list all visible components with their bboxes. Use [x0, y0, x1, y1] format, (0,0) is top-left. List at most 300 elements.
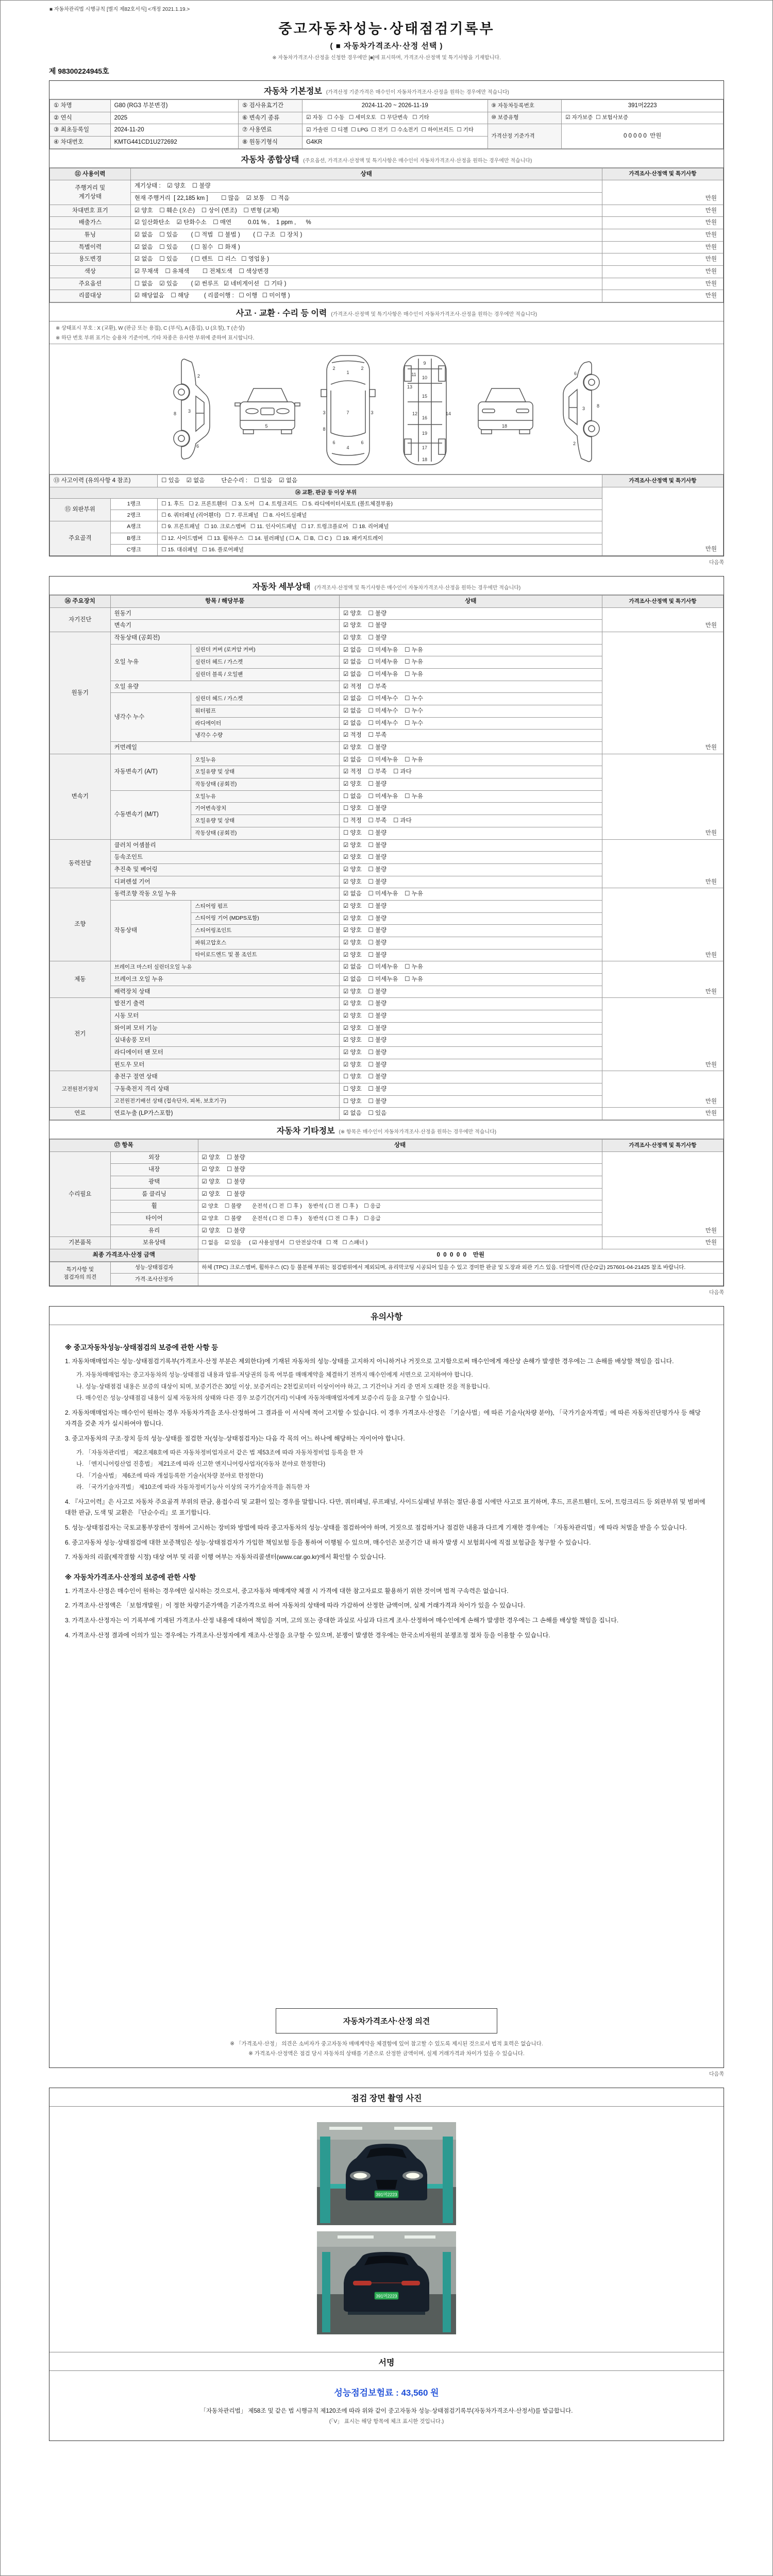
table-cell: KMTG441CD1U272692: [110, 137, 238, 149]
notice-line: ※ 중고자동차성능·상태점검의 보증에 관한 사항 등: [65, 1343, 219, 1351]
notice-line: 나. 성능·상태점검 내용은 보증의 대상이 되며, 보증기간은 30일 이상, 보증거리는 2천킬로미터 이상이어야 하고, 그 기간이나 거리 중 먼저 도래한 것을 적용합니다.: [76, 1383, 490, 1390]
table-cell: ☑ 가솔린 ☐ 디젤 ☐ LPG ☐ 전기 ☐ 수소전기 ☐ 하이브리드 ☐ 기타: [303, 124, 488, 137]
table-cell: 2024-11-20 ~ 2026-11-19: [303, 100, 488, 112]
notice-line: ※ 자동차가격조사·산정의 보증에 관한 사항: [65, 1573, 196, 1581]
table-row: [50, 1237, 724, 1249]
table-cell: 유리: [110, 1225, 198, 1237]
table-cell: ⑤ 검사유효기간: [238, 100, 302, 112]
table-cell: 구동축전지 격리 상태: [110, 1083, 339, 1095]
table-cell: 계기상태 : ☑ 양호 ☐ 불량: [130, 180, 602, 193]
svg-text:14: 14: [445, 411, 451, 417]
notice-line: 라. 「국가기술자격법」 제10조에 따라 자동차정비기능사 이상의 국가기술자격을 취득한 자: [76, 1484, 310, 1491]
table-cell: 오일유량 및 상태: [191, 815, 340, 827]
svg-text:8: 8: [323, 427, 326, 432]
table-cell: C랭크: [110, 544, 157, 555]
section-title-text: 점검 장면 촬영 사진: [351, 2094, 422, 2103]
table-cell: 윈도우 모터: [110, 1059, 339, 1071]
table-cell: G80 (RG3 부분변경): [110, 100, 238, 112]
table-cell: 타이어: [110, 1212, 198, 1225]
table-cell: ⑰ 항목: [50, 1139, 198, 1151]
table-cell: ⑮ 외판부위: [50, 498, 111, 521]
table-cell: ☑ 양호 ☐ 불량 운전석 ( ☐ 전 ☐ 후 ) 동반석 ( ☐ 전 ☐ 후 ) ☐ 응급: [198, 1200, 602, 1213]
table-row: [50, 888, 724, 901]
svg-text:6: 6: [332, 440, 335, 446]
part-number-labels: 5: [265, 423, 268, 429]
section-title-sign: [49, 2352, 724, 2371]
svg-text:6: 6: [361, 440, 364, 446]
table-cell: 워터펌프: [191, 705, 340, 718]
section-title-basic-info: [49, 81, 724, 99]
notice-line: 가. 「자동차관리법」 제2조제8호에 따른 자동차정비업자로서 같은 법 제53조에 따라 자동차정비업 등록을 한 자: [76, 1449, 363, 1456]
table-cell: ☐ 6. 쿼터패널 (리어휀더) ☐ 7. 루프패널 ☐ 8. 사이드실패널: [158, 510, 602, 521]
table-cell: 상태: [339, 596, 602, 608]
table-cell: 작동상태: [110, 900, 191, 961]
table-cell: 냉각수 수량: [191, 730, 340, 742]
car-diagram-underbody-view: [395, 352, 455, 468]
block-vehicle-info: [49, 80, 724, 556]
part-number-labels: [323, 366, 373, 450]
table-cell: 만원: [602, 217, 723, 229]
next-page-label: 다음쪽: [709, 560, 724, 566]
svg-text:2: 2: [332, 366, 335, 371]
table-cell: 항목 / 해당부품: [110, 596, 339, 608]
table-cell: 오일 누유: [110, 644, 191, 681]
svg-text:8: 8: [174, 411, 177, 416]
block-detail-state: [49, 576, 724, 1286]
table-cell: ④ 차대번호: [50, 137, 111, 149]
table-cell: 연료누출 (LP가스포함): [110, 1108, 339, 1120]
table-cell: 시동 모터: [110, 1010, 339, 1022]
svg-text:17: 17: [422, 445, 428, 451]
table-cell: 동력조향 작동 오일 누유: [110, 888, 339, 901]
section-title-etc-info: [49, 1120, 724, 1139]
table-cell: 자동변속기 (A/T): [110, 754, 191, 790]
table-cell: 1랭크: [110, 498, 157, 510]
table-row: [50, 1071, 724, 1083]
table-cell: 주요옵션: [50, 278, 131, 290]
table-row: [50, 998, 724, 1010]
table-row: [50, 1151, 724, 1164]
table-cell: 고전원전기장치: [50, 1071, 111, 1108]
svg-text:6: 6: [574, 370, 577, 376]
table-row: [50, 253, 724, 266]
svg-text:11: 11: [411, 372, 416, 378]
section-title-detail-state: [49, 577, 724, 595]
table-row: [50, 1273, 724, 1285]
table-cell: 등속조인트: [110, 852, 339, 864]
car-diagram-side-left: [167, 355, 216, 466]
table-cell: 라디에이터: [191, 717, 340, 730]
table-cell: ☑ 없음 ☐ 미세누유 ☐ 누유: [339, 973, 602, 986]
svg-text:3: 3: [371, 410, 374, 416]
notice-line: 3. 가격조사·산정자는 이 기록부에 기재된 가격조사·산정 내용에 대하여 책임을 지며, 고의 또는 중대한 과실로 사실과 다르게 조사·산정하여 매수인에게 손해가 발생한 경우에는 그 손해를 배상할 책임을 집니다.: [65, 1616, 619, 1624]
table-cell: 파워고압호스: [191, 937, 340, 949]
table-row: [50, 1249, 724, 1262]
table-cell: ⑨ 자동차등록번호: [488, 100, 562, 112]
table-cell: 기어변속장치: [191, 803, 340, 815]
table-cell: ☑ 해당없음 ☐ 해당 ( 리콜이행 : ☐ 이행 ☐ 미이행 ): [130, 290, 602, 302]
table-cell: 만원: [602, 253, 723, 266]
table-cell: ☑ 없음 ☐ 미세누유 ☐ 누유: [339, 644, 602, 656]
car-diagram-side-right: [557, 355, 606, 466]
car-diagram-top-view: [318, 352, 378, 468]
table-row: [50, 266, 724, 278]
table-row: [50, 112, 724, 124]
table-cell: 실린더 블록 / 오일팬: [191, 669, 340, 681]
table-cell: 제동: [50, 961, 111, 998]
table-cell: ① 차명: [50, 100, 111, 112]
table-cell: 만원: [602, 1237, 723, 1249]
table-cell: ☐ 양호 ☐ 불량: [339, 1071, 602, 1083]
notice-line: 2. 가격조사·산정액은 「보험개발원」이 정한 차량기준가액을 기준가격으로 하여 자동차의 상태에 따라 가감하여 산정한 금액이며, 실제 거래가격과 차이가 있을 수 있습니다.: [65, 1602, 525, 1609]
table-row: [50, 229, 724, 242]
table-cell: 냉각수 누수: [110, 693, 191, 742]
form-reference: ■ 자동차관리법 시행규칙 [별지 제82호서식] <개정 2021.1.19.>: [49, 7, 190, 12]
table-cell: 내장: [110, 1164, 198, 1176]
table-cell: 연료: [50, 1108, 111, 1120]
svg-text:16: 16: [422, 415, 428, 421]
table-cell: 특기사항 및 점검자의 의견: [50, 1262, 111, 1285]
table-row: [50, 596, 724, 608]
table-cell: ☑ 양호 ☐ 불량 운전석 ( ☐ 전 ☐ 후 ) 동반석 ( ☐ 전 ☐ 후 ) ☐ 응급: [198, 1212, 602, 1225]
table-cell: 오일누유: [191, 754, 340, 766]
table-cell: ☑ 양호 ☐ 불량: [339, 863, 602, 876]
notice-line: 1. 가격조사·산정은 매수인이 원하는 경우에만 실시하는 것으로서, 중고자동차 매매계약 체결 시 가격에 대한 참고자료로 활용하기 위한 것이며 법적 구속력은 없습니다.: [65, 1587, 509, 1595]
table-cell: ☑ 적정 ☐ 부족 ☐ 과다: [339, 766, 602, 778]
photo-rear-view: [317, 2231, 456, 2334]
table-cell: B랭크: [110, 533, 157, 544]
table-cell: ☑ 양호 ☐ 불량: [339, 632, 602, 645]
table-cell: 만원: [602, 180, 723, 205]
table-cell: ☑ 양호 ☐ 불량: [198, 1164, 602, 1176]
table-cell: 스티어링 기어 (MDPS포함): [191, 912, 340, 925]
notice-line: 다. 매수인은 성능·상태점검 내용이 실제 자동차의 상태와 다른 경우 보증기간(거리) 이내에 자동차매매업자에게 보증수리 등을 요구할 수 있습니다.: [76, 1395, 450, 1402]
table-row: [50, 1139, 724, 1151]
svg-text:10: 10: [422, 375, 428, 381]
notice-line: 7. 자동차의 리콜(제작결함 시정) 대상 여부 및 리콜 이행 여부는 자동차리콜센터(www.car.go.kr)에서 확인할 수 있습니다.: [65, 1553, 386, 1561]
table-cell: 디퍼렌셜 기어: [110, 876, 339, 888]
table-cell: ☑ 없음 ☐ 미세누유 ☐ 누유: [339, 669, 602, 681]
svg-text:15: 15: [422, 394, 428, 399]
table-cell: 보유상태: [110, 1237, 198, 1249]
table-row: [50, 168, 724, 180]
table-cell: ② 연식: [50, 112, 111, 124]
table-cell: 오일 유량: [110, 681, 339, 693]
inspection-insurance-fee: 성능점검보험료 : 43,560 원: [334, 2387, 439, 2398]
section-note: (가격산정 기준가격은 매수인이 자동차가격조사·산정을 원하는 경우에만 적습니다): [326, 90, 509, 95]
table-cell: 리콜대상: [50, 290, 131, 302]
table-cell: 와이퍼 모터 기능: [110, 1022, 339, 1035]
svg-text:7: 7: [346, 410, 349, 416]
notice-line: 나. 「엔지니어링산업 진흥법」 제21조에 따라 신고한 엔지니어링사업자(자동차 분야로 한정한다): [76, 1461, 326, 1468]
table-cell: 라디에이터 팬 모터: [110, 1046, 339, 1059]
table-cell: ☑ 양호 ☐ 불량: [198, 1151, 602, 1164]
table-cell: 만원: [602, 754, 723, 839]
table-cell: 만원: [602, 1108, 723, 1120]
table-cell: ☑ 없음 ☐ 미세누유 ☐ 누유: [339, 656, 602, 669]
table-cell: 수리필요: [50, 1151, 111, 1237]
table-cell: 0 0 0 0 0 만원: [198, 1249, 723, 1262]
table-cell: 차대번호 표기: [50, 205, 131, 217]
table-cell: ☑ 양호 ☐ 불량: [339, 876, 602, 888]
table-row: [50, 607, 724, 620]
table-cell: 원동기: [50, 632, 111, 754]
notice-line: 1. 자동차매매업자는 성능·상태점검기록부(가격조사·산정 부분은 제외한다)에 기재된 자동차의 성능·상태를 고지하지 아니하거나 거짓으로 고지함으로써 매수인에게 재산상 손해가 발생한 경우에는 그 손해를 배상할 책임을 집니다.: [65, 1357, 674, 1365]
svg-text:18: 18: [422, 457, 428, 463]
table-cell: ⑥ 변속기 종류: [238, 112, 302, 124]
table-cell: ⑬ 사고이력 (유의사항 4 참조): [50, 475, 158, 487]
table-cell: ☑ 자동 ☐ 수동 ☐ 세미오토 ☐ 무단변속 ☐ 기타: [303, 112, 488, 124]
table-cell: ☐ 없음 ☑ 있음 ( ☑ 사용설명서 ☐ 안전삼각대 ☐ 잭 ☐ 스패너 ): [198, 1237, 602, 1249]
legal-note: (「V」 표시는 해당 항목에 체크 표시한 것입니다.): [329, 2418, 444, 2425]
table-cell: 만원: [602, 1151, 723, 1237]
table-cell: 작동상태 (공회전): [110, 632, 339, 645]
overall-state-table: [49, 168, 724, 302]
table-cell: ☑ 없음 ☐ 있음 ( ☐ 적법 ☐ 불법 ) ( ☐ 구조 ☐ 장치 ): [130, 229, 602, 242]
table-cell: ☑ 없음 ☐ 미세누유 ☐ 누유: [339, 754, 602, 766]
svg-text:13: 13: [407, 384, 413, 390]
valuation-opinion-box: 자동차가격조사·산정 의견: [276, 2008, 497, 2033]
table-cell: 외장: [110, 1151, 198, 1164]
table-cell: 튜닝: [50, 229, 131, 242]
svg-text:3: 3: [323, 410, 326, 416]
table-cell: ☑ 양호 ☐ 불량: [339, 620, 602, 632]
section-note: (※ 항목은 매수인이 자동차가격조사·산정을 원하는 경우에만 적습니다): [339, 1129, 497, 1135]
table-row: [50, 754, 724, 766]
table-cell: 만원: [602, 961, 723, 998]
table-cell: ☑ 없음 ☐ 미세누유 ☐ 누유: [339, 961, 602, 974]
table-cell: ☐ 15. 대쉬패널 ☐ 16. 플로어패널: [158, 544, 602, 555]
table-cell: ☑ 적정 ☐ 부족: [339, 730, 602, 742]
table-cell: ☑ 없음 ☐ 미세누수 ☐ 누수: [339, 705, 602, 718]
table-cell: ☑ 양호 ☐ 불량: [339, 839, 602, 852]
table-cell: 주요골격: [50, 521, 111, 556]
section-note: (가격조사·산정액 및 특기사항은 매수인이 자동차가격조사·산정을 원하는 경우에만 적습니다): [314, 585, 521, 591]
table-cell: 브레이크 마스터 실린더오일 누유: [110, 961, 339, 974]
table-cell: 룸 클리닝: [110, 1188, 198, 1200]
inspection-photos: [49, 2107, 724, 2352]
svg-text:19: 19: [422, 431, 428, 436]
svg-text:3: 3: [188, 408, 191, 414]
table-cell: ☐ 적정 ☐ 부족 ☐ 과다: [339, 815, 602, 827]
table-cell: ⑧ 원동기형식: [238, 137, 302, 149]
table-cell: A랭크: [110, 521, 157, 533]
table-row: [50, 475, 724, 487]
svg-text:3: 3: [582, 405, 585, 411]
svg-text:4: 4: [346, 445, 349, 451]
table-cell: 가격조사·산정액 및 특기사항: [602, 475, 723, 487]
legal-statement: 「자동차관리법」 제58조 및 같은 법 시행규칙 제120조에 따라 위와 같이 중고자동차 성능·상태점검기록부(자동차가격조사·산정서)를 발급합니다.: [200, 2408, 573, 2414]
car-diagram-front-view: [234, 382, 301, 438]
table-cell: 2랭크: [110, 510, 157, 521]
table-cell: ☑ 양호 ☐ 불량: [339, 986, 602, 998]
table-cell: 원동기: [110, 607, 339, 620]
section-title-text: 자동차 세부상태: [252, 583, 311, 592]
accident-parts-table: [49, 474, 724, 556]
table-cell: 색상: [50, 266, 131, 278]
table-row: [50, 205, 724, 217]
table-cell: 실내송풍 모터: [110, 1035, 339, 1047]
rear-license-plate: 391머2223: [376, 2293, 397, 2299]
table-cell: ☑ 양호 ☐ 불량: [198, 1225, 602, 1237]
table-cell: 2025: [110, 112, 238, 124]
next-page-label: 다음쪽: [709, 1290, 724, 1296]
table-cell: ☑ 양호 ☐ 불량: [339, 1022, 602, 1035]
table-cell: 상태: [130, 168, 602, 180]
table-row: [50, 124, 724, 137]
svg-text:9: 9: [423, 361, 426, 366]
table-cell: [198, 1273, 723, 1285]
table-cell: ☑ 양호 ☐ 불량: [339, 912, 602, 925]
table-row: [50, 1108, 724, 1120]
table-cell: ☑ 양호 ☐ 불량: [339, 852, 602, 864]
table-cell: 기본품목: [50, 1237, 111, 1249]
table-cell: ☑ 일산화탄소 ☑ 탄화수소 ☐ 매연 0.01 % , 1 ppm , %: [130, 217, 602, 229]
table-cell: ③ 최초등록일: [50, 124, 111, 137]
section-title-photos: [49, 2088, 724, 2107]
section-title-text: 자동차 종합상태: [241, 155, 299, 164]
document-number: 제 98300224945호: [49, 67, 109, 75]
table-cell: 상태: [198, 1139, 602, 1151]
table-row: [50, 278, 724, 290]
table-cell: 작동상태 (공회전): [191, 827, 340, 839]
valuation-note-1: ※ 「가격조사·산정」 의견은 소비자가 중고자동차 매매계약을 체결함에 있어 참고할 수 있도록 제시된 것으로서 법적 효력은 없습니다.: [230, 2040, 543, 2047]
accident-legend-note: ※ 하단 번호 부위 표기는 승용차 기준이며, 기타 차종은 유사한 부위에 준하여 표시합니다.: [49, 331, 724, 344]
table-cell: 조향: [50, 888, 111, 961]
table-cell: 용도변경: [50, 253, 131, 266]
table-cell: ☐ 9. 프론트패널 ☐ 10. 크로스멤버 ☐ 11. 인사이드패널 ☐ 17. 트렁크플로어 ☐ 18. 리어패널: [158, 521, 602, 533]
table-cell: 만원: [602, 241, 723, 253]
table-cell: ☑ 양호 ☐ 불량: [339, 925, 602, 937]
table-cell: 실린더 헤드 / 가스켓: [191, 656, 340, 669]
notice-line: 4. 『사고이력』은 사고로 자동차 주요골격 부위의 판금, 용접수리 및 교환이 있는 경우를 말합니다. 다만, 쿼터패널, 루프패널, 사이드실패널 부위는 절단·용접 시에만 사고로 표기하며, 후드, 프론트휀더, 도어, 트렁크리드 등 외판부위 및 범퍼에 대한 판금, 도색 및 교환은 『단순수리』로 표기합니다.: [65, 1498, 705, 1517]
table-cell: 가격조사·산정액 및 특기사항: [602, 168, 723, 180]
table-cell: 동력전달: [50, 839, 111, 888]
table-cell: ☑ 양호 ☐ 불량: [339, 1035, 602, 1047]
table-cell: 클러치 어셈블리: [110, 839, 339, 852]
block-photos-sign: [49, 2088, 724, 2441]
table-cell: 성능·상태점검자: [110, 1262, 198, 1273]
svg-text:1: 1: [346, 370, 349, 376]
notice-line: 2. 자동차매매업자는 매수인이 원하는 경우 자동차가격을 조사·산정하여 그 결과를 이 서식에 적어 고지할 수 있습니다. 이 경우 가격조사·산정은 「기술사법」에 따른 기술사(차량 분야), 「국가기술자격법」에 따른 자동차진단평가사 등 해당 자격을 갖춘 자가 실시하여야 합니다.: [65, 1409, 701, 1428]
table-cell: 2024-11-20: [110, 124, 238, 137]
table-cell: 타이로드엔드 및 볼 조인트: [191, 949, 340, 961]
table-cell: ☑ 없음 ☐ 미세누수 ☐ 누수: [339, 693, 602, 705]
front-license-plate: 391머2223: [376, 2192, 397, 2197]
table-row: [50, 961, 724, 974]
table-cell: ☑ 양호 ☐ 훼손 (오손) ☐ 상이 (변조) ☐ 변형 (교체): [130, 205, 602, 217]
table-cell: 가격조사·산정액 및 특기사항: [602, 596, 723, 608]
table-cell: 만원: [602, 839, 723, 888]
table-cell: 배출가스: [50, 217, 131, 229]
table-cell: 추진축 및 베어링: [110, 863, 339, 876]
table-cell: ☑ 양호 ☐ 불량: [339, 778, 602, 791]
notice-line: 5. 성능·상태점검자는 국토교통부장관이 정하여 고시하는 장비와 방법에 따라 중고자동차의 성능·상태를 점검하여야 하며, 거짓으로 점검하거나 점검한 내용과 다르게 기재한 경우에는 「자동차관리법」에 따라 처벌을 받을 수 있습니다.: [65, 1523, 687, 1531]
table-cell: 현재 주행거리 [ 22,185 km ] ☐ 많음 ☑ 보통 ☐ 적음: [130, 193, 602, 205]
section-title-text: 자동차 기타정보: [276, 1126, 335, 1136]
table-cell: 0 0 0 0 0 만원: [562, 124, 724, 148]
section-note: (주요옵션, 가격조사·산정액 및 특기사항은 매수인이 자동차가격조사·산정을 원하는 경우에만 적습니다): [303, 158, 532, 164]
section-title-text: 사고 · 교환 · 수리 등 이력: [236, 309, 327, 318]
table-cell: ☐ 양호 ☐ 불량: [339, 1095, 602, 1108]
section-title-text: 유의사항: [371, 1312, 402, 1321]
basic-info-table: [49, 99, 724, 149]
table-cell: ☐ 12. 사이드멤버 ☐ 13. 휠하우스 ☐ 14. 필러패널 ( ☐ A, ☐ B, ☐ C ) ☐ 19. 패키지트레이: [158, 533, 602, 544]
table-cell: 커먼레일: [110, 742, 339, 754]
table-row: [50, 632, 724, 645]
document-header: [49, 18, 724, 76]
table-cell: 발전기 출력: [110, 998, 339, 1010]
table-cell: ☐ 없음 ☑ 있음 ( ☑ 썬루프 ☑ 네비게이션 ☐ 기타 ): [130, 278, 602, 290]
table-cell: 만원: [602, 607, 723, 632]
table-cell: ☑ 무채색 ☐ 유채색 ☐ 전체도색 ☐ 색상변경: [130, 266, 602, 278]
table-row: [50, 290, 724, 302]
table-cell: ☐ 있음 ☑ 없음 단순수리 : ☐ 있음 ☑ 없음: [158, 475, 602, 487]
table-cell: 만원: [602, 229, 723, 242]
notice-line: 4. 가격조사·산정 결과에 이의가 있는 경우에는 가격조사·산정자에게 재조사·산정을 요구할 수 있으며, 분쟁이 발생한 경우에는 한국소비자원의 분쟁조정 절차 등을 이용할 수 있습니다.: [65, 1631, 550, 1639]
notice-text-body: [49, 1325, 724, 1995]
table-cell: 하체 (TPC) 크로스멤버, 휠하우스 (C) 등 불분해 부위는 점검범위에서 제외되며, 유리막코팅 시공되어 있을 수 있고 경미한 판금 및 도장과 외관 기스 있음. 다발이력 (단순/2급) 257601-04-21425 참조 바랍니다.: [198, 1262, 723, 1273]
table-cell: 실린더 헤드 / 가스켓: [191, 693, 340, 705]
table-cell: 만원: [602, 888, 723, 961]
table-cell: ☑ 양호 ☐ 불량: [339, 1010, 602, 1022]
detail-state-table: [49, 595, 724, 1120]
valuation-note-2: ※ 가격조사·산정액은 점검 당시 자동차의 상태를 기준으로 산정한 금액이며, 실제 거래가격과 차이가 있을 수 있습니다.: [248, 2050, 525, 2057]
section-note: (가격조사·산정액 및 특기사항은 매수인이 자동차가격조사·산정을 원하는 경우에만 적습니다): [331, 312, 537, 318]
sign-section: [49, 2371, 724, 2441]
part-number-labels: 18: [501, 423, 508, 429]
table-cell: 변속기: [110, 620, 339, 632]
part-number-labels: [407, 361, 451, 462]
section-title-accident-history: [49, 302, 724, 321]
table-cell: 고전원전기배선 상태 (접속단자, 피복, 보호기구): [110, 1095, 339, 1108]
table-cell: 배력장치 상태: [110, 986, 339, 998]
table-cell: ☑ 양호 ☐ 불량: [198, 1188, 602, 1200]
table-cell: 변속기: [50, 754, 111, 839]
table-cell: ☑ 양호 ☐ 불량: [339, 742, 602, 754]
table-cell: 휠: [110, 1200, 198, 1213]
table-cell: ☑ 없음 ☐ 미세누유 ☐ 누유: [339, 888, 602, 901]
table-cell: 충전구 절연 상태: [110, 1071, 339, 1083]
table-cell: 최종 가격조사·산정 금액: [50, 1249, 198, 1262]
table-row: [50, 100, 724, 112]
page-title: 중고자동차성능·상태점검기록부: [278, 21, 495, 37]
section-title-text: 서명: [378, 2358, 395, 2367]
table-cell: ☑ 양호 ☐ 불량: [198, 1176, 602, 1188]
table-cell: 만원: [602, 998, 723, 1071]
inspector-opinion-table: [49, 1262, 724, 1286]
table-cell: 가격조사·산정액 및 특기사항: [602, 1139, 723, 1151]
table-cell: 주행거리 및 계기상태: [50, 180, 131, 205]
svg-text:2: 2: [361, 366, 364, 371]
next-page-label: 다음쪽: [709, 2071, 724, 2077]
table-cell: ☑ 양호 ☐ 불량: [339, 949, 602, 961]
table-cell: ☑ 없음 ☐ 미세누수 ☐ 누수: [339, 717, 602, 730]
table-cell: 브레이크 오일 누유: [110, 973, 339, 986]
table-cell: ☐ 1. 후드 ☐ 2. 프론트휀더 ☐ 3. 도어 ☐ 4. 트렁크리드 ☐ 5. 라디에이터서포트 (볼트체결부품): [158, 498, 602, 510]
section-title-overall-state: [49, 149, 724, 168]
table-row: [50, 839, 724, 852]
svg-text:2: 2: [573, 440, 576, 446]
table-cell: 만원: [602, 205, 723, 217]
notice-line: 6. 중고자동차 성능·상태점검에 대한 보증책임은 성능·상태점검자가 가입한 책임보험 등을 통하여 이행될 수 있으며, 매수인은 보증기간 내 하자 발생 시 보험회사에 직접 보험금을 청구할 수 있습니다.: [65, 1538, 591, 1546]
table-cell: ☑ 없음 ☐ 있음 ( ☐ 렌트 ☐ 리스 ☐ 영업용 ): [130, 253, 602, 266]
table-cell: G4KR: [303, 137, 488, 149]
table-cell: ☑ 양호 ☐ 불량: [339, 900, 602, 912]
accident-legend-codes: ※ 상태표시 부호 : X (교환), W (판금 또는 용접), C (부식), A (흠집), U (요철), T (손상): [56, 326, 245, 332]
section-title-notice: [49, 1307, 724, 1325]
table-cell: ☐ 양호 ☐ 불량: [339, 1083, 602, 1095]
